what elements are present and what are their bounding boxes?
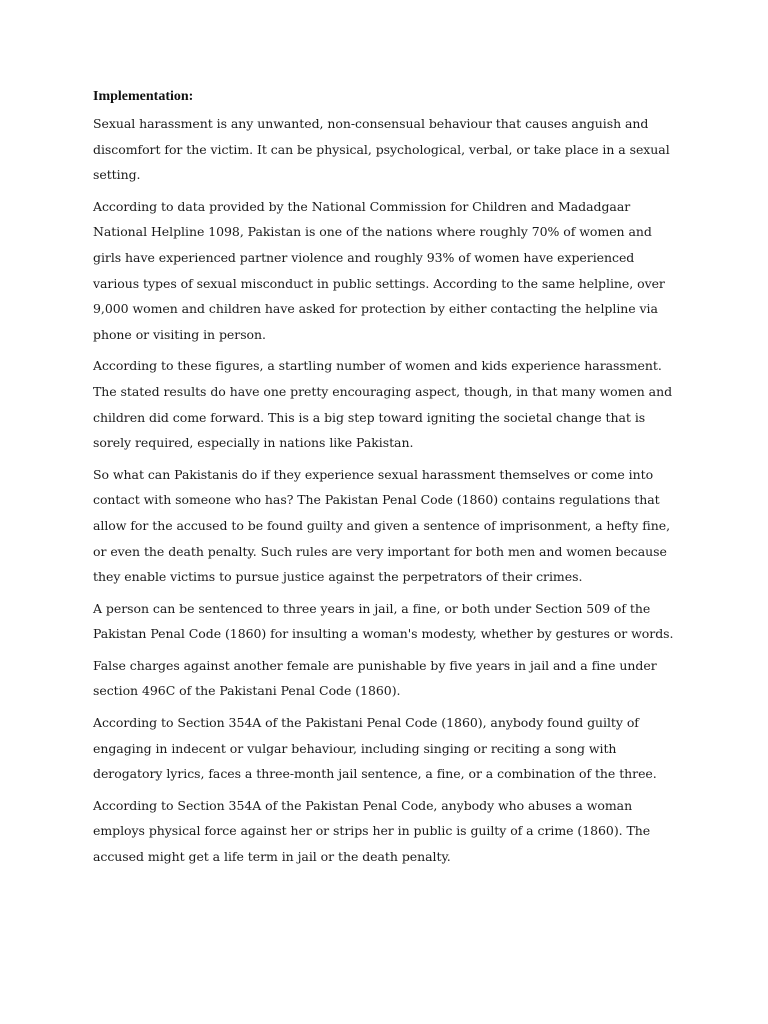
- paragraph-figures: According to these figures, a startling number of women and kids experience harassment. The stated results do have one pretty encouraging aspect, though, in that many women and children did come forward. This is a big step toward igniting the societal change that is sorely required, especially in nations like Pakistan.: [93, 358, 673, 451]
- paragraph-section-496c: False charges against another female are punishable by five years in jail and a fine under section 496C of the Pakistani Penal Code (1860).: [93, 657, 657, 699]
- paragraph-definition: Sexual harassment is any unwanted, non-consensual behaviour that causes anguish and discomfort for the victim. It can be physical, psychological, verbal, or take place in a sexual setting.: [93, 116, 670, 183]
- paragraph-helpline-data: According to data provided by the National Commission for Children and Madadgaar National Helpline 1098, Pakistan is one of the nations where roughly 70% of women and girls have experienced partner violence and roughly 93% of women have experienced various types of sexual misconduct in public settings. According to the same helpline, over 9,000 women and children have asked for protection by either contacting the helpline via phone or visiting in person.: [93, 198, 665, 342]
- paragraph-section-354a-indecent: According to Section 354A of the Pakistani Penal Code (1860), anybody found guilty of engaging in indecent or vulgar behaviour, including singing or reciting a song with derogatory lyrics, faces a three-month jail sentence, a fine, or a combination of the three.: [93, 715, 657, 782]
- paragraph-section-354a-assault: According to Section 354A of the Pakistan Penal Code, anybody who abuses a woman employs physical force against her or strips her in public is guilty of a crime (1860). The accused might get a life term in jail or the death penalty.: [93, 797, 651, 865]
- section-heading: Implementation:: [93, 89, 194, 104]
- paragraph-penal-code: So what can Pakistanis do if they experience sexual harassment themselves or come into contact with someone who has? The Pakistan Penal Code (1860) contains regulations that allow for the accused to be found guilty and given a sentence of imprisonment, a hefty fine, or even the death penalty. Such rules are very important for both men and women because they enable victims to pursue justice against the perpetrators of their crimes.: [93, 466, 671, 585]
- paragraph-section-509: A person can be sentenced to three years in jail, a fine, or both under Section 509 of the Pakistan Penal Code (1860) for insulting a woman's modesty, whether by gestures or words.: [93, 600, 674, 642]
